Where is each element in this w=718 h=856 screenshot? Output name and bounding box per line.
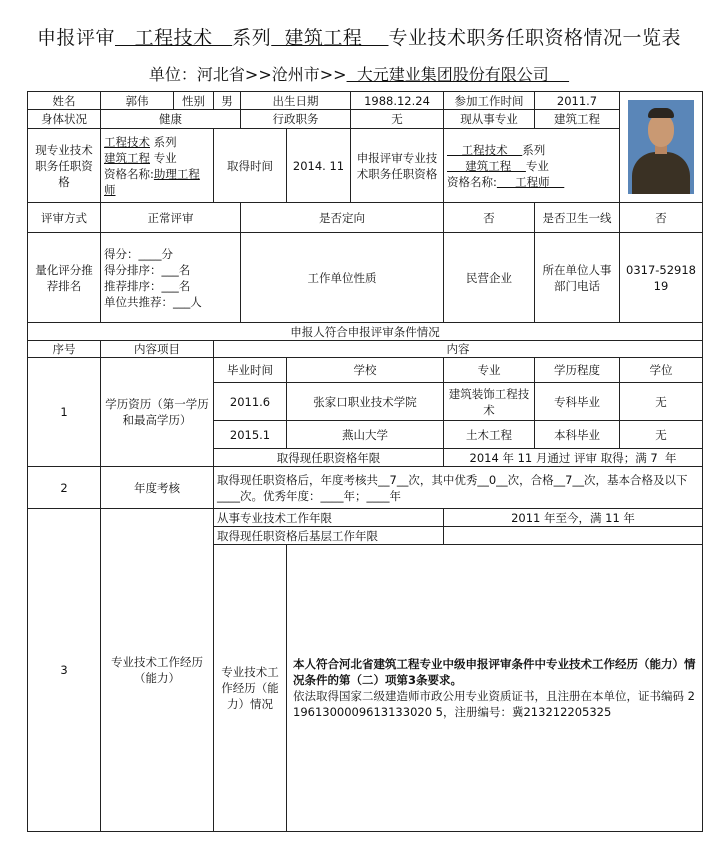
rank-line: 得分排序：___名: [104, 262, 191, 277]
current-qual-value: 工程技术 系列 建筑工程 专业 资格名称:助理工程师: [101, 129, 214, 203]
health-front-label: 是否卫生一线: [535, 203, 620, 233]
total-line: 单位共推荐：___人: [104, 294, 202, 309]
current-qual-major: 建筑工程: [104, 150, 150, 165]
gender-label: 性别: [174, 92, 214, 110]
birth-label: 出生日期: [241, 92, 351, 110]
name-value: 郭伟: [101, 92, 174, 110]
edu-item: 学历资历（第一学历和最高学历）: [101, 358, 214, 467]
edu-row2-level: 本科毕业: [535, 421, 620, 449]
col-content: 内容: [214, 341, 703, 358]
unit-nature-value: 民营企业: [444, 233, 535, 323]
exp-grassroots-value: [444, 527, 703, 545]
title-prefix: 申报评审: [36, 27, 115, 49]
apply-qual-value: 工程技术 系列 建筑工程 专业 资格名称: 工程师: [444, 129, 620, 203]
health-label: 身体状况: [28, 110, 101, 129]
name-label: 姓名: [28, 92, 101, 110]
exp-grassroots-label: 取得现任职资格后基层工作年限: [214, 527, 444, 545]
annual-no: 2: [28, 467, 101, 509]
score-line: 得分：____分: [104, 246, 173, 261]
edu-row1-level: 专科毕业: [535, 383, 620, 421]
title-series-field: 工程技术: [114, 27, 233, 49]
apply-qual-label: 申报评审专业技术职务任职资格: [351, 129, 444, 203]
current-qual-label: 现专业技术职务任职资格: [28, 129, 101, 203]
exp-detail-bold: 本人符合河北省建筑工程专业中级申报评审条件中专业技术工作经历（能力）情况条件的第（二）项第3条要求。: [293, 657, 696, 687]
annual-text: 取得现任职资格后，年度考核共__7__次，其中优秀__0__次，合格__7__次，基本合格及以下____次。优秀年度：____年；____年: [214, 467, 703, 509]
exp-detail-label: 专业技术工作经历（能力）情况: [214, 545, 287, 832]
work-start-label: 参加工作时间: [444, 92, 535, 110]
edu-row2-degree: 无: [620, 421, 703, 449]
health-value: 健康: [101, 110, 241, 129]
edu-row2-major: 土木工程: [444, 421, 535, 449]
unit-prefix: 单位：河北省>>沧州市>>: [148, 65, 347, 84]
birth-value: 1988.12.24: [351, 92, 444, 110]
current-major-value: 建筑工程: [535, 110, 620, 129]
exp-years-value: 2011 年至今，满 11 年: [444, 509, 703, 527]
unit-nature-label: 工作单位性质: [241, 233, 444, 323]
col-item: 内容项目: [101, 341, 214, 358]
current-qual-name: 助理工程师: [104, 166, 200, 197]
admin-label: 行政职务: [241, 110, 351, 129]
work-start-value: 2011.7: [535, 92, 620, 110]
applicant-photo: [628, 100, 694, 194]
directed-label: 是否定向: [241, 203, 444, 233]
edu-row1-date: 2011.6: [214, 383, 287, 421]
edu-header-school: 学校: [287, 358, 444, 383]
edu-years-label: 取得现任职资格年限: [214, 449, 444, 467]
apply-major: 建筑工程: [447, 158, 526, 173]
admin-value: 无: [351, 110, 444, 129]
health-front-value: 否: [620, 203, 703, 233]
current-qual-series: 工程技术: [104, 134, 150, 149]
exp-no: 3: [28, 509, 101, 832]
title-major-field: 建筑工程: [271, 27, 389, 49]
unit-line: [0, 64, 718, 86]
qualification-table: [27, 91, 703, 832]
col-no: 序号: [28, 341, 101, 358]
hr-phone-label: 所在单位人事部门电话: [535, 233, 620, 323]
edu-header-level: 学历程度: [535, 358, 620, 383]
directed-value: 否: [444, 203, 535, 233]
edu-header-degree: 学位: [620, 358, 703, 383]
score-details: [101, 233, 241, 323]
edu-row2-school: 燕山大学: [287, 421, 444, 449]
apply-series: 工程技术: [447, 142, 523, 157]
edu-no: 1: [28, 358, 101, 467]
apply-name: 工程师: [496, 174, 565, 189]
annual-item: 年度考核: [101, 467, 214, 509]
obtain-label: 取得时间: [214, 129, 287, 203]
hr-phone-value: 0317-5291819: [620, 233, 703, 323]
edu-row2-date: 2015.1: [214, 421, 287, 449]
page-title: [0, 26, 718, 50]
title-suffix: 专业技术职务任职资格情况一览表: [388, 27, 682, 49]
edu-row1-degree: 无: [620, 383, 703, 421]
current-major-label: 现从事专业: [444, 110, 535, 129]
edu-row1-school: 张家口职业技术学院: [287, 383, 444, 421]
review-method-label: 评审方式: [28, 203, 101, 233]
edu-years-value: 2014 年 11 月通过 评审 取得；满 7 年: [444, 449, 703, 467]
exp-detail-cell: [287, 545, 703, 832]
exp-detail-text: 依法取得国家二级建造师市政公用专业资质证书，且注册在本单位，证书编码 21961300009613133020 5，注册编号：冀213212205325: [293, 689, 695, 719]
edu-header-major: 专业: [444, 358, 535, 383]
obtain-value: 2014. 11: [287, 129, 351, 203]
photo-cell: [620, 92, 703, 203]
exp-item: 专业技术工作经历（能力）: [101, 509, 214, 832]
review-method-value: 正常评审: [101, 203, 241, 233]
recommend-line: 推荐排序：___名: [104, 278, 191, 293]
title-series-label: 系列: [232, 27, 272, 49]
gender-value: 男: [214, 92, 241, 110]
score-label: 量化评分推荐排名: [28, 233, 101, 323]
exp-years-label: 从事专业技术工作年限: [214, 509, 444, 527]
edu-header-graduation: 毕业时间: [214, 358, 287, 383]
conditions-title: 申报人符合申报评审条件情况: [28, 323, 703, 341]
unit-name: 大元建业集团股份有限公司: [346, 65, 570, 84]
edu-row1-major: 建筑装饰工程技术: [444, 383, 535, 421]
